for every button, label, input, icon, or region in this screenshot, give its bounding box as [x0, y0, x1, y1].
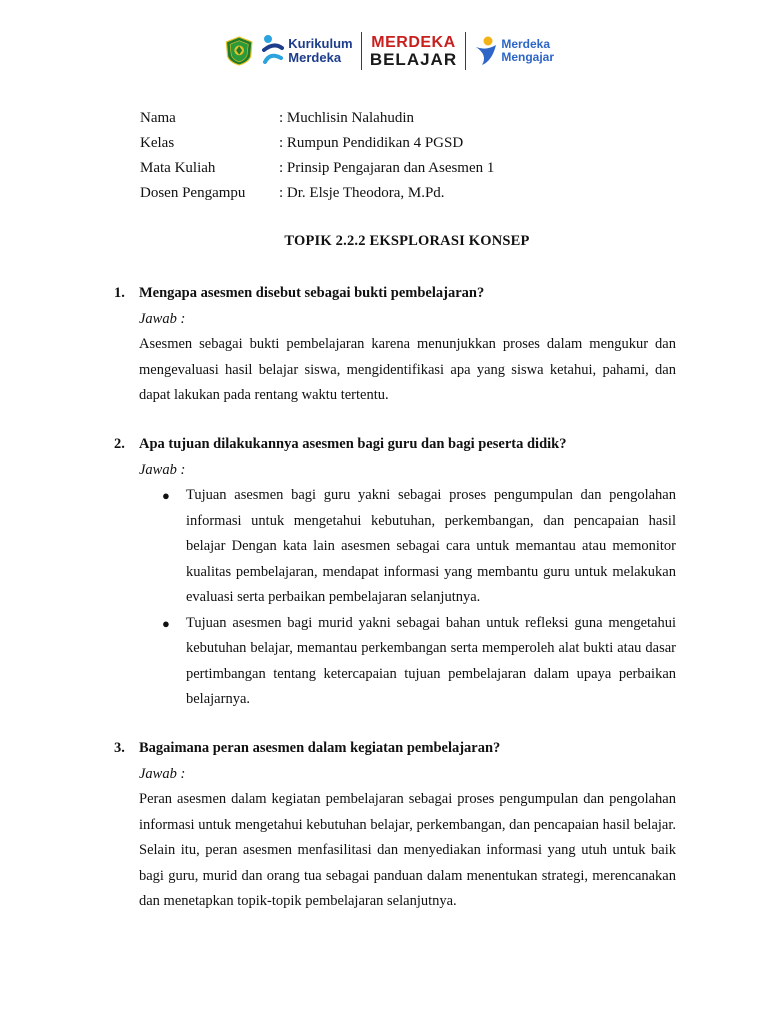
identity-value: : Muchlisin Nalahudin [279, 110, 414, 126]
question-heading [114, 281, 676, 307]
identity-value: : Dr. Elsje Theodora, M.Pd. [279, 185, 445, 201]
divider [465, 32, 466, 70]
identity-row-nama [140, 106, 680, 131]
bullet-text: Tujuan asesmen bagi guru yakni sebagai proses pengumpulan dan pengolahan informasi untuk mengetahui kebutuhan, perkembangan, dan pencapaian hasil belajar Dengan kata lain asesmen sebagai cara untuk memantau atau memonitor kualitas pembelajaran, mendapat informasi yang membantu guru untuk melakukan evaluasi serta perbaikan pembelajaran selanjutnya. [186, 487, 676, 605]
question-block [114, 432, 676, 713]
identity-label: Mata Kuliah [140, 160, 216, 176]
identity-label: Nama [140, 110, 176, 126]
question-number: 2. [114, 436, 125, 452]
logo-header [224, 26, 554, 76]
jawab-label: Jawab : [139, 765, 186, 782]
identity-value: : Prinsip Pengajaran dan Asesmen 1 [279, 160, 495, 176]
identity-row-mata-kuliah [140, 156, 680, 181]
mb-line2: BELAJAR [369, 50, 458, 69]
question-heading [114, 432, 676, 458]
kurikulum-merdeka-logo [262, 34, 352, 68]
merdeka-mengajar-symbol-icon [474, 35, 498, 67]
question-heading [114, 736, 676, 762]
identity-row-kelas [140, 131, 680, 156]
identity-row-dosen [140, 181, 680, 206]
km-line1: Kurikulum [288, 36, 353, 51]
mm-line2: Mengajar [501, 50, 555, 64]
merdeka-mengajar-logo [474, 35, 554, 67]
list-item [162, 483, 676, 611]
question-block [114, 281, 676, 409]
list-item [162, 611, 676, 713]
jawab-label: Jawab : [139, 461, 186, 478]
identity-label: Dosen Pengampu [140, 185, 246, 201]
identity-label: Kelas [140, 135, 175, 151]
bullet-icon: ● [162, 615, 170, 631]
question-block [114, 736, 676, 915]
bullet-text: Tujuan asesmen bagi murid yakni sebagai bahan untuk refleksi guna mengetahui kebutuhan belajar, memantau perkembangan serta memperoleh alat bukti atau dasar pertimbangan tentang ketercapaian tujuan pembelajaran dalam upaya perbaikan belajarnya. [186, 614, 676, 707]
page-title: TOPIK 2.2.2 EKSPLORASI KONSEP [284, 233, 530, 249]
km-line2: Merdeka [288, 50, 342, 65]
university-seal-icon [224, 26, 254, 76]
question-text: Apa tujuan dilakukannya asesmen bagi guru dan bagi peserta didik? [139, 436, 567, 452]
question-number: 3. [114, 740, 125, 756]
jawab-label: Jawab : [139, 310, 186, 327]
merdeka-belajar-logo [370, 34, 457, 68]
kurikulum-merdeka-symbol-icon [262, 34, 284, 68]
identity-value: : Rumpun Pendidikan 4 PGSD [279, 135, 464, 151]
question-number: 1. [114, 285, 125, 301]
question-text: Bagaimana peran asesmen dalam kegiatan pembelajaran? [139, 740, 501, 756]
answer-text: Peran asesmen dalam kegiatan pembelajaran sebagai proses pengumpulan dan pengolahan informasi untuk mengetahui kebutuhan belajar, perkembangan, dan pencapaian hasil belajar. Selain itu, peran asesmen menfasilitasi dan menyediakan informasi yang utuh untuk baik bagi guru, murid dan orang tua sebagai panduan dalam menentukan strategi, merencanakan dan menetapkan topik-topik pembelajaran selanjutnya. [139, 791, 676, 909]
answer-bullet-list [114, 483, 676, 713]
answer-text: Asesmen sebagai bukti pembelajaran karena menunjukkan proses dalam mengukur dan mengevaluasi hasil belajar siswa, mengidentifikasi apa yang siswa ketahui, pahami, dan dapat lakukan pada rentang waktu tertentu. [139, 336, 676, 403]
mb-line1: MERDEKA [371, 34, 456, 51]
divider [361, 32, 362, 70]
bullet-icon: ● [162, 488, 170, 503]
mm-line1: Merdeka [501, 37, 551, 51]
identity-block [140, 106, 680, 206]
question-text: Mengapa asesmen disebut sebagai bukti pembelajaran? [139, 285, 485, 301]
